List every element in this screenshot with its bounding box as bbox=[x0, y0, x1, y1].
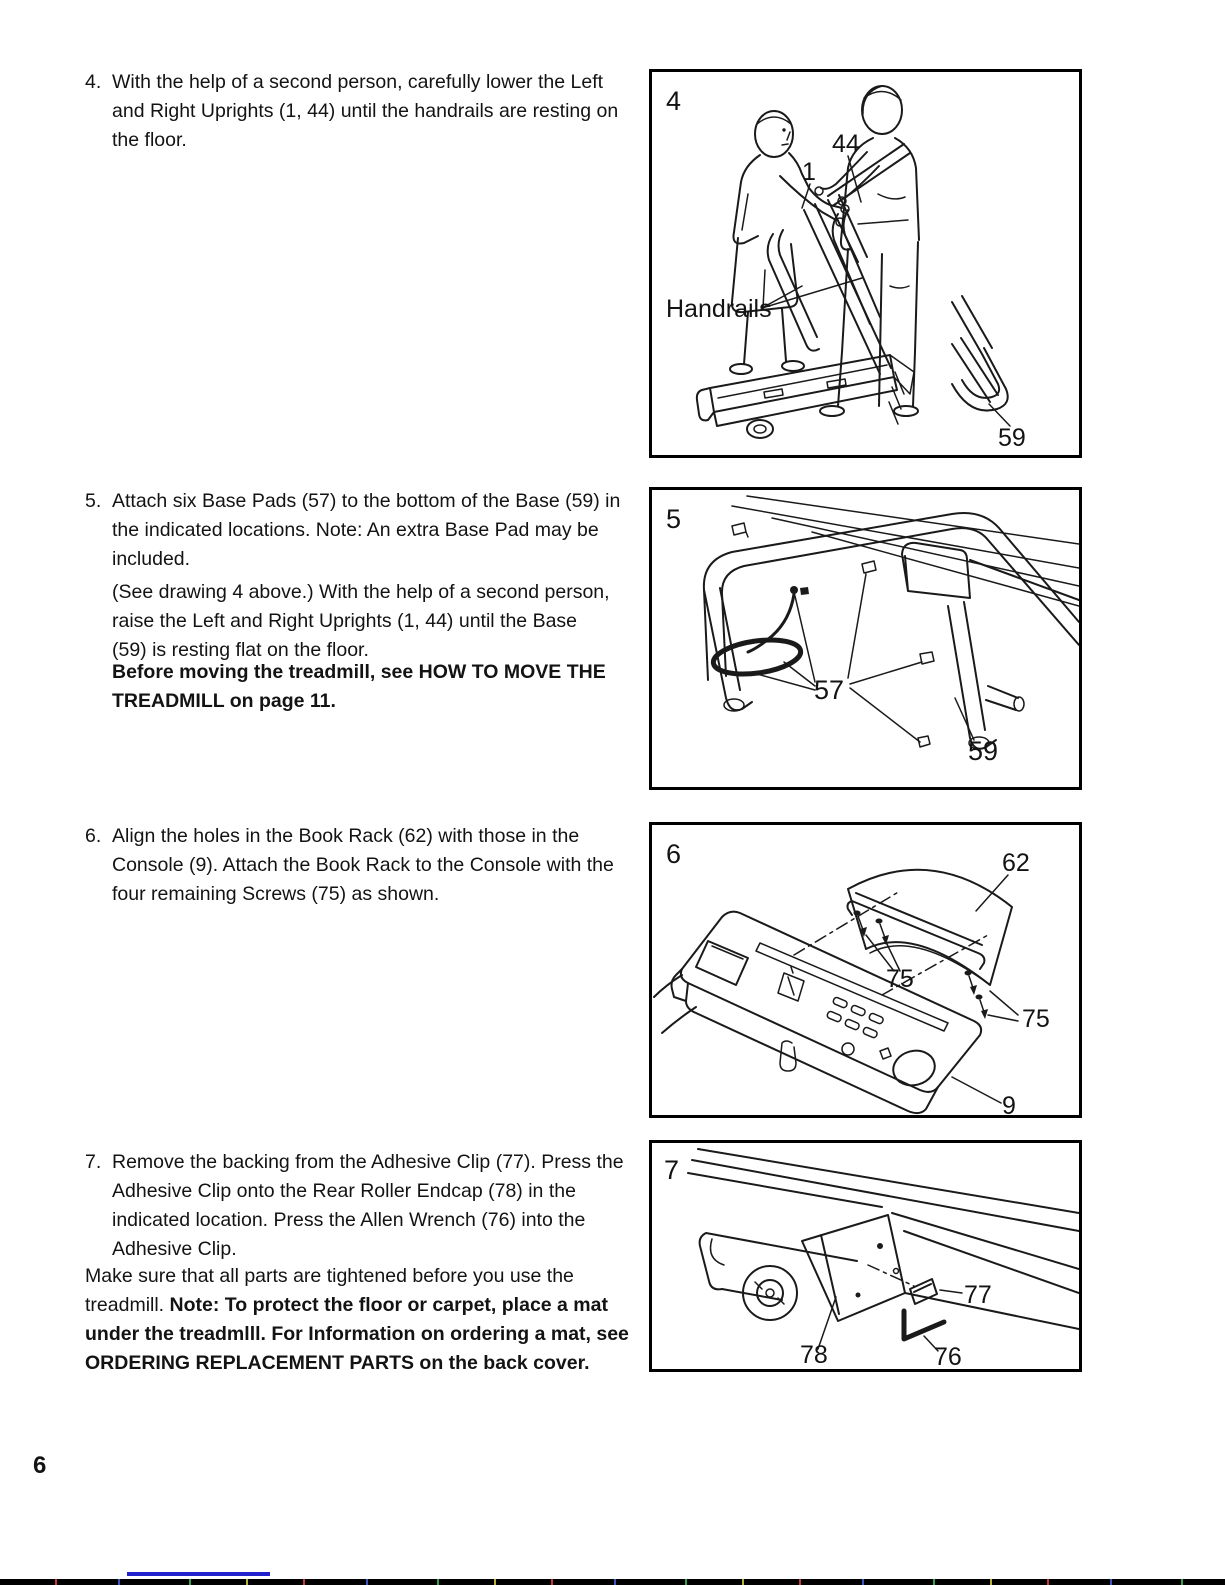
figure-5-label-59: 59 bbox=[968, 736, 999, 766]
step-5-paragraph-2: (See drawing 4 above.) With the help of a second person, raise the Left and Right Uprights (1, 44) until the Base (59) is resting flat on the floor. bbox=[112, 581, 610, 661]
figure-4-panel bbox=[649, 69, 1082, 458]
step-5-paragraph-1: Attach six Base Pads (57) to the bottom of the Base (59) in the indicated locations. Note: An extra Base Pad may be included. bbox=[112, 490, 621, 570]
screw-75-icons bbox=[854, 911, 989, 1020]
figure-4-illustration bbox=[652, 72, 1079, 455]
figure-4-label-1: 1 bbox=[802, 158, 816, 186]
closing-paragraph bbox=[85, 1262, 637, 1378]
figure-7-label-76: 76 bbox=[934, 1343, 962, 1369]
page-number: 6 bbox=[33, 1452, 47, 1479]
step-7-number: 7. bbox=[85, 1151, 102, 1173]
figure-6-label-75-a: 75 bbox=[886, 965, 914, 993]
step-6 bbox=[85, 822, 630, 909]
step-6-number: 6. bbox=[85, 825, 102, 847]
figure-4-label-59: 59 bbox=[998, 424, 1026, 452]
closing-paragraph-normal: Make sure that all parts are tightened before you use the treadmill. bbox=[85, 1265, 574, 1316]
figure-6-illustration bbox=[652, 825, 1079, 1115]
step-5-number: 5. bbox=[85, 490, 102, 512]
step-7 bbox=[85, 1148, 635, 1264]
figure-5-number: 5 bbox=[666, 504, 682, 534]
step-4-number: 4. bbox=[85, 71, 102, 93]
figure-7-illustration bbox=[652, 1143, 1079, 1369]
step-5 bbox=[85, 487, 630, 574]
step-4-text: With the help of a second person, carefully lower the Left and Right Uprights (1, 44) until the handrails are resting on the floor. bbox=[112, 71, 619, 151]
figure-6-label-62: 62 bbox=[1002, 849, 1030, 877]
figure-7-label-77: 77 bbox=[964, 1281, 992, 1309]
figure-4-number: 4 bbox=[666, 86, 682, 116]
figure-7-label-78: 78 bbox=[800, 1341, 828, 1369]
step-7-text: Remove the backing from the Adhesive Clip (77). Press the Adhesive Clip onto the Rear Roller Endcap (78) in the indicated location. Press the Allen Wrench (76) into the Adhesive Clip. bbox=[112, 1151, 624, 1260]
allen-wrench-icon bbox=[904, 1311, 944, 1339]
figure-7-panel bbox=[649, 1140, 1082, 1372]
closing-paragraph-bold: Note: To protect the floor or carpet, place a mat under the treadmlll. For Information on ordering a mat, see ORDERING REPLACEMENT PARTS on the back cover. bbox=[85, 1294, 629, 1374]
figure-6-label-75-b: 75 bbox=[1022, 1005, 1050, 1033]
figure-6-panel bbox=[649, 822, 1082, 1118]
figure-5-illustration bbox=[652, 490, 1079, 787]
figure-7-number: 7 bbox=[664, 1155, 680, 1185]
figure-4-label-44: 44 bbox=[832, 130, 860, 158]
step-6-text: Align the holes in the Book Rack (62) with those in the Console (9). Attach the Book Rack to the Console with the four remaining Screws (75) as shown. bbox=[112, 825, 614, 905]
figure-5-label-57: 57 bbox=[814, 675, 845, 705]
footer-blue-line bbox=[127, 1572, 270, 1576]
figure-5-panel bbox=[649, 487, 1082, 790]
step-4 bbox=[85, 68, 630, 155]
figure-4-label-handrails: Handrails bbox=[666, 295, 772, 323]
figure-6-label-9: 9 bbox=[1002, 1092, 1016, 1115]
footer-scan-artifact-bar bbox=[0, 1579, 1225, 1585]
step-5-note: Before moving the treadmill, see HOW TO MOVE THE TREADMILL on page 11. bbox=[112, 661, 606, 712]
figure-6-number: 6 bbox=[666, 839, 682, 869]
